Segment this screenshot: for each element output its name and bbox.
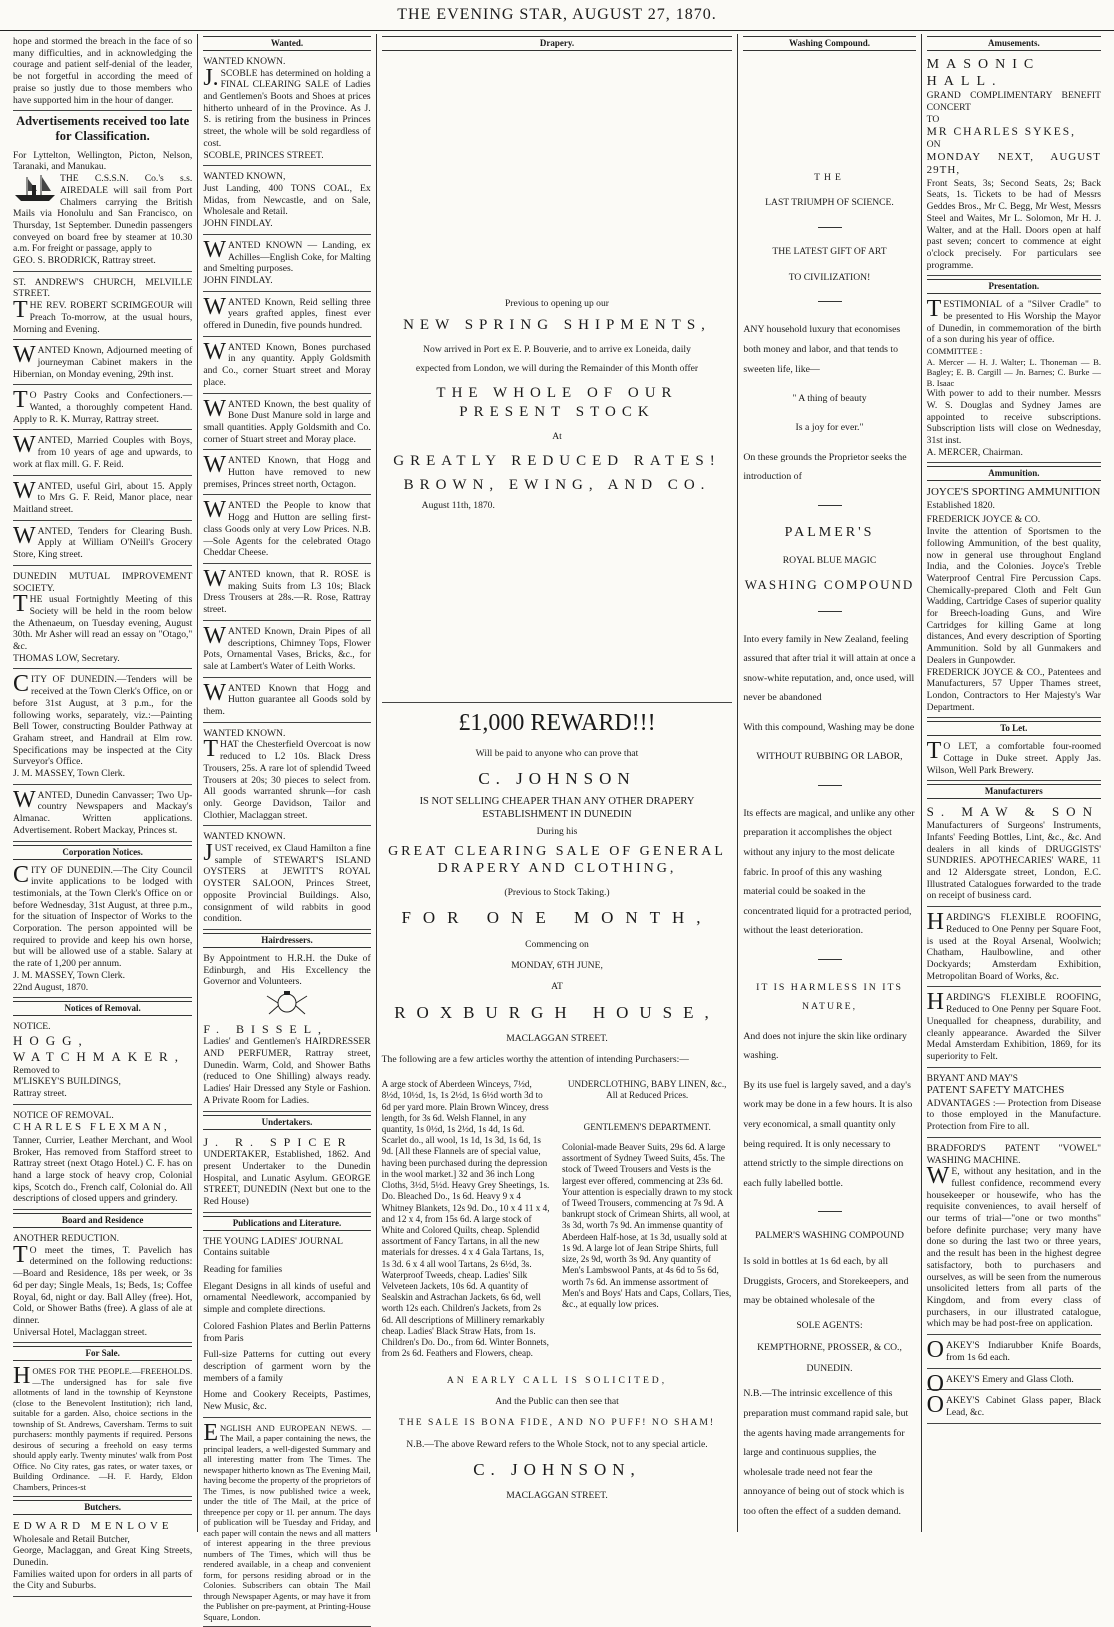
ad-body: Just Landing, 400 TONS COAL, Ex Midas, from Newcastle, and on Sale, Wholesale and Retail.: [203, 183, 371, 218]
ad-heading: ANOTHER REDUCTION.: [13, 1233, 120, 1245]
section-heading: For Sale.: [13, 1346, 192, 1361]
ad-line: Reading for families: [203, 1264, 283, 1276]
ad-heading: PALMER'S: [784, 524, 875, 540]
ad-menlove: [13, 1518, 192, 1597]
ad-city-inspector: [13, 863, 192, 999]
ad-line: IS NOT SELLING CHEAPER THAN ANY OTHER DRAPERY ESTABLISHMENT IN DUNEDIN: [419, 796, 695, 820]
ad-line: MACLAGGAN STREET.: [506, 1032, 608, 1044]
ad-body: WANTED Known, Bones purchased in any quantity. Apply Goldsmith and Co., corner Stuart street and Moray place.: [203, 338, 371, 388]
ad-line: ROYAL BLUE MAGIC: [782, 555, 877, 566]
spacer: [382, 512, 733, 703]
ad-name: J. R. SPICER: [203, 1134, 353, 1149]
ad-bryant-may: [927, 1071, 1101, 1138]
ad-bissel: [203, 951, 370, 1112]
divider: [818, 785, 842, 786]
ad-signature: GEO. S. BRODRICK, Rattray street.: [13, 255, 156, 267]
ad-bonedust: [203, 397, 370, 451]
ad-signature: C. JOHNSON,: [473, 1459, 641, 1479]
divider: [818, 1211, 842, 1212]
ad-line: " A thing of beauty: [792, 392, 867, 404]
ad-signature: BROWN, EWING, AND CO.: [403, 477, 711, 494]
ad-body: THE usual Fortnightly Meeting of this Society will be held in the room below the Athenaeum, on Tuesday evening, August 30th. Mr Asher will read an essay on "Otago," &c.: [13, 591, 193, 653]
article-excerpt: [13, 34, 192, 111]
ad-line: DUNEDIN.: [806, 1363, 853, 1375]
ad-body: WANTED Known, Adjourned meeting of journeyman Cabinet makers in the Hibernian, on Monday evening, 29th inst.: [13, 342, 193, 380]
ad-scoble: [203, 54, 370, 166]
ad-heading: BRYANT AND MAY'S: [926, 1072, 1018, 1084]
ad-spicer: [203, 1133, 370, 1213]
ad-oakey-2: [926, 1370, 1101, 1397]
ad-line: Colored Fashion Plates and Berlin Patterns from Paris: [203, 1320, 371, 1344]
ad-johnson: [382, 709, 733, 1502]
ad-line: A. Mercer — H. J. Walter; L. Thoneman — B. Bagley; E. B. Cargill — Jn. Barnes; C. Burke — B. Isaac: [926, 356, 1101, 388]
ad-signature: J. M. MASSEY, Town Clerk.: [13, 969, 125, 981]
ad-body: JUST received, ex Claud Hamilton a fine sample of STEWART'S ISLAND OYSTERS at JEWITT'S ROYAL OYSTER SALOON, Princes Street, opposite Provincial Buildings. Also, consignment of wild rabbits in good condition.: [203, 840, 371, 925]
ad-body: WANTED, Tenders for Clearing Bush. Apply at William O'Neill's Grocery Store, King street.: [13, 522, 193, 561]
ad-body: TO meet the times, T. Pavelich has determined on the following reductions:—Board and Residence, 18s per week, or 3s 6d per day; Single Meals, 1s; Beds, 1s; Coffee Royal, 6d, night or day. Ball Alley (free). Hot, Cold, or Shower Baths (free). A glass of ale at dinner.: [13, 1241, 193, 1326]
ad-line: THE SALE IS BONA FIDE, AND NO PUFF! NO SHAM!: [398, 1417, 716, 1429]
section-heading: Corporation Notices.: [13, 845, 192, 860]
ad-brown-ewing: [382, 298, 733, 512]
ad-body: WANTED, Married Couples with Boys, from 10 years of age and upwards, to work at flax mill. G. F. Reid.: [13, 432, 193, 470]
ad-body: Is sold in bottles at 1s 6d each, by all Druggists, Grocers, and Storekeepers, and may be obtained wholesale of the: [743, 1255, 909, 1307]
section-heading: Undertakers.: [203, 1115, 370, 1130]
section-heading: Butchers.: [13, 1500, 192, 1515]
ad-heading: DUNEDIN MUTUAL IMPROVEMENT SOCIETY.: [13, 570, 193, 594]
ad-heading: WANTED KNOWN.: [203, 55, 286, 67]
column-2: [198, 34, 375, 1622]
ad-line: PALMER'S WASHING COMPOUND: [755, 1230, 904, 1242]
ad-heading: NOTICE OF REMOVAL.: [13, 1109, 114, 1121]
ad-name: MR CHARLES SYKES,: [926, 126, 1077, 139]
ad-signature: THOMAS LOW, Secretary.: [13, 652, 120, 664]
ad-signature: Universal Hotel, Maclaggan street.: [13, 1326, 147, 1338]
price-list-right: [562, 1070, 732, 1369]
ad-heading: For Lyttelton, Wellington, Picton, Nelson, Taranaki, and Manukau.: [13, 149, 193, 173]
ad-line: And the Public can then see that: [495, 1396, 619, 1408]
ad-body: Front Seats, 3s; Second Seats, 2s; Back Seats, 1s. Tickets to be had of Messrs Geddes Bros., Mr C. Begg, Mr West, Messrs Steel and Waites, Mr L. Solomon, Mr H. J. Walter, and at the Hall. Doors open at half past seven; concert to commence at eight o'clock precisely. For particulars see programme.: [926, 177, 1101, 271]
ad-line: TO CIVILIZATION!: [788, 271, 871, 283]
ad-line: COMMITTEE :: [926, 346, 983, 357]
ad-line: LAST TRIUMPH OF SCIENCE.: [765, 197, 894, 209]
ad-signature: JOHN FINDLAY.: [203, 274, 273, 286]
ad-church: [13, 275, 192, 341]
divider: [818, 505, 842, 506]
ad-heading: THE YOUNG LADIES' JOURNAL: [203, 1235, 343, 1247]
ad-canvasser: [13, 788, 192, 842]
ad-body: Colonial-made Beaver Suits, 29s 6d. A large assortment of Sydney Tweed Suits, 45s. The stock of Tweed Trousers and Vests is the largest ever offered, commencing at 23s 6d. Your attention is especially drawn to my stock of Tweed Trousers, commencing at 7s 9d. A bankrupt stock of Crimean Shirts, all wool, at 3s 3d, worth 7s 9d. An immense quantity of Aberdeen Half-hose, at 1s 3d, usually sold at 1s 9d. A large lot of Jean Stripe Shirts, full size, 2s 9d, worth 3s 9d. Any quantity of Men's Lambswool Pants, at 4s 6d to 5s 6d, worth 7s 6d. An immense assortment of Men's and Boys' Hats and Caps, Collars, Ties, &c., at equally low prices.: [562, 1141, 733, 1309]
royal-arms-icon: [257, 988, 317, 1018]
ad-line: MACLAGGAN STREET.: [506, 1490, 608, 1502]
ad-line: Established 1820.: [926, 499, 995, 511]
ad-chesterfield: [203, 726, 370, 827]
ad-coke: [203, 238, 370, 292]
ad-heading: WASHING COMPOUND: [744, 576, 915, 592]
ad-heading: KEMPTHORNE, PROSSER, & CO.,: [757, 1341, 902, 1353]
ad-line: Full-size Patterns for cutting out every description of garment worn by the members of a family: [203, 1349, 371, 1384]
ad-heading: ROXBURGH HOUSE,: [394, 1002, 720, 1022]
divider: [818, 959, 842, 960]
ad-rose: [203, 567, 370, 621]
ad-heading: UNDERCLOTHING, BABY LINEN, &c., All at Reduced Prices.: [567, 1079, 727, 1101]
ad-to-let: [927, 739, 1101, 781]
column-1: [8, 34, 197, 1592]
ad-couples: [13, 433, 192, 475]
ad-line: AN EARLY CALL IS SOLICITED,: [446, 1374, 668, 1386]
ad-heading: WANTED KNOWN,: [203, 171, 286, 183]
ad-name: FREDERICK JOYCE & CO.: [926, 514, 1041, 526]
ad-girl: [13, 479, 192, 521]
ad-body: OAKEY'S Indiarubber Knife Boards, from 1s 6d each.: [926, 1337, 1101, 1364]
ad-name: S. MAW & SON: [926, 804, 1099, 820]
ad-oakey-1: [927, 1338, 1101, 1368]
ad-line: George, Maclaggan, and Great King Streets, Dunedin.: [13, 1545, 193, 1568]
ad-line: N.B.—The above Reward refers to the Whole Stock, not to any special article.: [406, 1438, 708, 1450]
ad-body: WANTED, useful Girl, about 15. Apply to Mrs G. F. Reid, Manor place, near Maitland street.: [13, 477, 193, 515]
section-heading: Hairdressers.: [203, 933, 370, 948]
ad-flexman: [13, 1108, 192, 1210]
price-list-left: [382, 1070, 552, 1369]
ad-body: OAKEY'S Cabinet Glass paper, Black Lead, &c.: [926, 1392, 1101, 1419]
ad-heading: WANTED KNOWN.: [203, 831, 286, 843]
ad-heading: ST. ANDREW'S CHURCH, MELVILLE STREET.: [13, 276, 193, 300]
ad-masonic-hall: [927, 54, 1101, 276]
divider: [818, 611, 842, 612]
section-heading: Notices of Removal.: [13, 1001, 192, 1016]
ad-testimonial: [927, 297, 1101, 463]
ad-body: TESTIMONIAL of a "Silver Cradle" to be presented to His Worship the Mayor of Dunedin, in commemoration of the birth of a son during his year of office.: [926, 296, 1101, 346]
ad-line: THE LATEST GIFT OF ART: [772, 245, 887, 257]
ad-line: GRAND COMPLIMENTARY BENEFIT CONCERT: [926, 90, 1101, 113]
ad-signature: JOHN FINDLAY.: [203, 218, 273, 230]
ad-homes: [13, 1364, 192, 1497]
ad-line: M'LISKEY'S BUILDINGS,: [13, 1076, 121, 1088]
ad-apples: [203, 295, 370, 337]
ad-line: At: [552, 430, 562, 442]
column-5: [922, 34, 1106, 1532]
ad-body: WANTED Known, Reid selling three years grafted apples, finest ever offered in Dunedin, five pounds hundred.: [203, 293, 371, 332]
ad-line: THE: [814, 171, 845, 183]
ad-body: HARDING'S FLEXIBLE ROOFING, Reduced to One Penny per Square Foot, is used at the Royal Arsenal, Woolwich; Chatham, Haulbowline, and other Dockyards; Amsterdam Exhibition, Metropolitan Board of Works, &c.: [926, 909, 1101, 982]
ad-heading: BRADFORD'S PATENT "VOWEL" WASHING MACHINE.: [926, 1142, 1101, 1166]
section-heading: Ammunition.: [927, 466, 1101, 481]
section-heading: Board and Residence: [13, 1213, 192, 1228]
ad-heading: GREATLY REDUCED RATES!: [393, 452, 721, 469]
ad-body: OAKEY'S Emery and Glass Cloth.: [926, 1370, 1074, 1397]
ad-line: IT IS HARMLESS IN ITS NATURE,: [756, 981, 903, 1013]
ad-joyce: [927, 484, 1101, 718]
ad-body: Ladies' and Gentlemen's HAIRDRESSER AND PERFUMER, Rattray street, Dunedin. Warm, Cold, and Shower Baths (reduced to One Shilling) always ready. Ladies' Hair Dressed any Style or Fashion. A Private Room for Ladies.: [203, 1036, 371, 1106]
ad-heading: NEW SPRING SHIPMENTS,: [403, 316, 711, 333]
ad-body: Into every family in New Zealand, feeling assured that after trial it will attain at once a snow-white reputation, and, once used, will never be abandoned: [743, 633, 916, 704]
ad-name: EDWARD MENLOVE: [13, 1520, 173, 1533]
ad-body: ADVANTAGES :— Protection from Disease to those employed in the Manufacture. Protection from Fire to all.: [926, 1097, 1101, 1133]
ad-body: CITY OF DUNEDIN.—Tenders will be received at the Town Clerk's Office, on or before 31st August, at 3 p.m., for the following works, separately, viz.:—Painting Bell Tower, constructing Boulder Pathway at Graham street, and Handrail at Elm row. Specifications may be inspected at the City Surveyor's Office.: [13, 671, 193, 768]
ad-coal: [203, 169, 370, 235]
ad-city-tenders: [13, 672, 192, 784]
ad-line: MONDAY, 6TH JUNE,: [511, 959, 603, 971]
ad-line: Contains suitable: [203, 1247, 270, 1259]
ad-heading: JOYCE'S SPORTING AMMUNITION: [926, 486, 1101, 499]
ad-line: Home and Cookery Receipts, Pastimes, New Music, &c.: [203, 1389, 371, 1413]
ad-society: [13, 569, 192, 670]
ad-line: Will be paid to anyone who can prove that: [475, 747, 639, 759]
ad-board: [13, 1231, 192, 1343]
ad-body: WANTED Known, Drain Pipes of all descriptions, Chimney Tops, Flower Pots, Ornamental Vases, Bricks, &c., for sale at Lambert's Water of Leith Works.: [203, 622, 371, 672]
ad-heading: PATENT SAFETY MATCHES: [926, 1084, 1065, 1097]
ad-body: WANTED Known that Hogg and Hutton guarantee all Goods sold by them.: [203, 679, 371, 718]
ship-icon: [13, 173, 57, 203]
ad-hogg-hutton-3: [203, 681, 370, 723]
ad-signature: SCOBLE, PRINCES STREET.: [203, 149, 324, 161]
ad-line: SOLE AGENTS:: [796, 1320, 863, 1332]
ad-line: (Previous to Stock Taking.): [504, 887, 610, 899]
section-heading: To Let.: [927, 721, 1101, 736]
ad-body: WANTED Known, the best quality of Bone Dust Manure sold in large and small quantities. Apply Goldsmith and Co. corner of Stuart street and Moray place.: [203, 395, 371, 445]
ad-body: J.SCOBLE has determined on holding a FINAL CLEARING SALE of Ladies and Gentlemen's Boots and Shoes at prices hitherto unheard of in the Province. As J. S. is retiring from the business in Princes street, the whole will be sold regardless of cost.: [203, 64, 371, 149]
column-3: [377, 34, 738, 1532]
article-text: hope and stormed the breach in the face of so many difficulties, and in acknowledging the courage and patient self-denial of the leader, be not forgetful in according the meed of praise so justly due to those members who have supported him in the hour of danger.: [13, 36, 193, 106]
ad-body: ANY household luxury that economises both money and labor, and that tends to sweeten life, like—: [743, 324, 901, 375]
ad-body: With power to add to their number. Messrs W. S. Douglas and Sydney James are appointed to receive subscriptions. Subscription lists will close on Wednesday, 31st inst.: [926, 388, 1101, 446]
ad-harding-2: [927, 990, 1101, 1067]
ad-body: WANTED, Dunedin Canvasser; Two Up-country Newspapers and Mackay's Almanac. Written applications. Advertisement. Robert Mackay, Princes st.: [13, 786, 193, 836]
column-4: [738, 34, 920, 1532]
ad-body: TO Pastry Cooks and Confectioners.—Wanted, a thoroughly competent Hand. Apply to R. K. Murray, Rattray street.: [13, 387, 193, 425]
ad-line: By Appointment to H.R.H. the Duke of Edinburgh, and His Excellency the Governor and Volunteers.: [203, 952, 371, 988]
ad-line: WITHOUT RUBBING OR LABOR,: [756, 751, 903, 763]
ad-heading: GREAT CLEARING SALE OF GENERAL DRAPERY AND CLOTHING,: [388, 844, 726, 877]
section-heading: Manufacturers: [927, 784, 1101, 799]
ad-drain: [203, 624, 370, 678]
ad-heading: FOR ONE MONTH,: [401, 908, 713, 928]
ad-body: N.B.—The intrinsic excellence of this preparation must command rapid sale, but the agents having made arrangements for large and continuous supplies, the wholesale trade need not fear the annoyance of being out of stock which is too often the effect of a sudden demand.: [743, 1388, 909, 1517]
ad-name: C. JOHNSON: [478, 769, 636, 789]
ad-css-shipping: [13, 148, 192, 272]
ad-line: During his: [536, 825, 578, 837]
ad-bradford: [927, 1141, 1101, 1335]
newspaper-page: [8, 34, 1106, 1622]
ad-body: THAT the Chesterfield Overcoat is now reduced to L2 10s. Black Dress Trousers, 25s. A rare lot of splendid Tweed Trousers at 20s; 30 pieces to select from. All goods warranted shrunk—for cash only. George Davidson, Tailor and Clothier, Maclaggan street.: [203, 736, 371, 821]
ad-body: THE C.S.S.N. Co.'s s.s. AIREDALE will sail from Port Chalmers carrying the British Mails via Honolulu and San Francisco, on Thursday, 1st September. Dunedin passengers conveyed on board free by steamer at 10.30 a.m. For freight or passage, apply to: [13, 173, 193, 255]
price-list: [382, 1070, 733, 1369]
ad-line: MONDAY NEXT, AUGUST 29TH,: [926, 150, 1101, 177]
spacer: [743, 54, 915, 162]
ad-line: TO: [926, 113, 940, 125]
ad-line: Is a joy for ever.": [795, 422, 864, 434]
ad-hogg-hutton-1: [203, 453, 370, 495]
ad-body: ENGLISH AND EUROPEAN NEWS. —The Mail, a paper containing the news, the principal leaders, a well-digested Summary and all interesting matter from The Times. The newspaper hitherto known as The Evening Mail, having become the property of the proprietors of The Times, is now published twice a week, under the title of The Mail, at the price of threepence per copy or 1l. per annum. The days of publication will be Tuesday and Friday, and each paper will contain the news and all matters of interest appearing in the three previous numbers of The Times, which will thus be rendered available, in a cheap and convenient form, for persons residing abroad or in the Colonies. Subscribers can obtain The Mail through Newspaper Agents, or may have it from the Publisher on pre-payment, at Printing-House Square, London.: [203, 1419, 371, 1622]
ad-signature: A. MERCER, Chairman.: [926, 446, 1023, 458]
section-heading: Presentation.: [927, 279, 1101, 294]
ad-pastry: [13, 388, 192, 430]
section-heading: Publications and Literature.: [203, 1216, 370, 1231]
ad-heading: NOTICE.: [13, 1021, 51, 1033]
ad-body: TO LET, a comfortable four-roomed Cottage in Duke street. Apply Jas. Wilson, Well Park Brewery.: [926, 738, 1101, 776]
ad-line: The following are a few articles worthy the attention of intending Purchasers:—: [381, 1054, 689, 1066]
ad-line: Families waited upon for orders in all parts of the City and Suburbs.: [13, 1568, 193, 1592]
ad-heading: WANTED KNOWN.: [203, 727, 286, 739]
ad-body: By its use fuel is largely saved, and a day's work may be done in a few hours. It is also very economical, a small quantity only being required. It is only necessary to attend strictly to the simple directions on each fully labelled bottle.: [743, 1079, 913, 1189]
divider: [818, 301, 842, 302]
ad-line: Previous to opening up our: [505, 297, 609, 309]
ad-body: And does not injure the skin like ordinary washing.: [743, 1030, 907, 1062]
ad-name: F. BISSEL,: [203, 1021, 329, 1036]
ad-line: Elegant Designs in all kinds of useful and ornamental Needlework, accompanied by simple and complete directions.: [203, 1280, 371, 1316]
ad-name: CHARLES FLEXMAN,: [13, 1121, 170, 1134]
ad-signature: FREDERICK JOYCE & CO., Patentees and Manufacturers, 57 Upper Thames street, London, Contractors to Her Majesty's War Department.: [926, 666, 1101, 713]
ad-hogg-hutton-2: [203, 498, 370, 564]
ad-hogg-watchmaker: [13, 1019, 192, 1105]
ad-body: Manufacturers of Surgeons' Instruments, Infants' Feeding Bottles, Lint, &c., &c. And dealers in all kinds of DRUGGISTS' SUNDRIES. APOTHECARIES' WARE, 11 and 12 Aldersgate street, London, E.C. Illustrated Catalogues forwarded to the trade on receipt of business card.: [926, 820, 1101, 902]
ad-signature: J. M. MASSEY, Town Clerk.: [13, 768, 125, 780]
section-heading: Drapery.: [382, 36, 733, 51]
section-heading: Wanted.: [203, 36, 370, 51]
ad-body: With this compound, Washing may be done: [743, 721, 915, 733]
ad-body: THE REV. ROBERT SCRIMGEOUR will Preach To-morrow, at the usual hours, Morning and Evening.: [13, 297, 193, 335]
ad-line: Wholesale and Retail Butcher,: [13, 1533, 130, 1545]
ad-heading: GENTLEMEN'S DEPARTMENT.: [583, 1121, 711, 1132]
ad-body: WANTED KNOWN — Landing, ex Achilles—English Coke, for Malting and Smelting purposes.: [203, 236, 371, 275]
ad-body: A arge stock of Aberdeen Winceys, 7½d, 8½d, 10½d, 1s, 1s 2½d, 1s 6½d worth 3d to 6d per yard more. Plain Brown Wincey, dress length, for 3s 6d. Welsh Flannel, in any quantity, 1s 0½d, 1s 2½d, 1s 4d, 1s 6d. Scarlet do., all wool, 1s 1d, 1s 3d, 1s 6d, 1s 9d. [All these Flannels are of special value, having been purchased during the depression in the wool market.] 32 and 36 inch Long Cloths, 3½d, 5½d. Heavy Grey Sheetings, 1s. Do. Bleached Do., 1s 6d. Heavy 9 x 4 Whitney Blankets, 12s 9d. Do., 10 x 4 11 x 4, and 12 x 4, from 15s 6d. A large stock of White and Colored Quilts, cheap. Splendid assortment of Fancy Tartans, in all the new materials for dresses. 4 x 4 Gala Tartans, 1s, 1s 3d. 6 x 4 all wool Tartans, 2s 6½d, 3s. Waterproof Tweeds, cheap. Ladies' Silk Velveteen Jackets, 10s 6d. A quantity of Sealskin and Astrachan Jackets, 6s 6d, well worth 12s each. Children's Jackets, from 2s 6d. All descriptions of Millinery remarkably cheap. Ladies' Black Straw Hats, from 1s. Children's Do. Do., from 6d. Winter Bonnets, from 2s 6d. Feathers and Flowers, cheap.: [381, 1079, 550, 1359]
ad-heading: THE WHOLE OF OUR PRESENT STOCK: [436, 385, 678, 420]
ad-line: Removed to: [13, 1064, 60, 1076]
ad-body: WE, without any hesitation, and in the fullest confidence, recommend every housekeeper or housewife, who has the requisite conveniences, to avail herself of our terms of trial—"one or two months" before definite purchase; very many have done so during the last two or three years, and the result has been in the highest degree satisfactory, both to purchasers and ourselves, as will be seen from the numerous unsolicited letters from all parts of the Kingdom, and from every class of purchasers, in our illustrated catalogue, which may be had post-free on application.: [926, 1163, 1101, 1330]
ad-oysters: [203, 829, 370, 930]
ad-oakey-3: [927, 1393, 1101, 1423]
ad-ladies-journal: [203, 1234, 370, 1418]
reward-heading: £1,000 REWARD!!!: [458, 710, 656, 737]
ad-line: AT: [551, 981, 563, 993]
ad-body: HARDING'S FLEXIBLE ROOFING, Reduced to One Penny per Square Foot. Unequalled for cheapness, durability, and cleanly appearance. Awarded the Silver Medal Amsterdam Exhibition, 1869, for its superiority to Felt.: [926, 989, 1101, 1062]
spacer: [382, 54, 733, 294]
ad-body: Now arrived in Port ex E. P. Bouverie, and to arrive ex Loneida, daily expected from London, we will during the Remainder of this Month offer: [415, 343, 699, 375]
ad-body: WANTED Known, that Hogg and Hutton have removed to new premises, Princes street north, Octagon.: [203, 452, 371, 490]
ad-line: Rattray street.: [13, 1088, 67, 1100]
ad-bones: [203, 340, 370, 394]
ad-body: WANTED the People to know that Hogg and Hutton are selling first-class Goods only at very Low Prices. N.B. —Sole Agents for the celebrated Otago Cheddar Cheese.: [203, 497, 371, 559]
ad-body: Its effects are magical, and unlike any other preparation it accomplishes the object without any injury to the most delicate fabric. In proof of this any washing material could be soaked in the concentrated liquid for a protracted period, without the least deterioration.: [743, 807, 915, 937]
ad-body: HOMES FOR THE PEOPLE.—FREEHOLDS.—The undersigned has for sale five allotments of land in the township of Keynstone (close to the Benevolent Institution); rich land, suitable for a garden. Also, choice sections in the township of St. Andrews, Caversham. Terms to suit purchasers: monthly payments if required. Persons desirous of securing a freehold on easy terms should apply early. Twenty minutes' walk from Post Office. No City rates, gas rates, or water taxes, or Building Ordinance. —H. F. Hardy, Eldon Chambers, Princes-st: [13, 1363, 193, 1492]
masthead: THE EVENING STAR, AUGUST 27, 1870.: [0, 0, 1114, 31]
ad-body: On these grounds the Proprietor seeks the introduction of: [743, 451, 907, 483]
ad-maw-son: [927, 802, 1101, 907]
ad-harding-1: [927, 910, 1101, 987]
ad-body: CITY OF DUNEDIN.—The City Council invite applications to be lodged with testimonials, at the Town Clerk's Office on or before Wednesday, 31st August, at three p.m., for the situation of Inspector of Works to the Corporation. The person appointed will be required to provide and keep his own horse, but will be allowed use of a stable. Salary at the rate of 1,200 per annum.: [13, 861, 193, 970]
ad-line: ON: [926, 139, 941, 151]
ad-date: 22nd August, 1870.: [13, 981, 89, 993]
section-heading: Amusements.: [927, 36, 1101, 51]
ad-body: Tanner, Currier, Leather Merchant, and Wool Broker, Has removed from Stafford street to Rattray street (next Otago Hotel.) C. F. has on hand a large stock of heavy crop, Colonial kips, Scotch do., French calf, Colonial do. All descriptions of closed uppers and grindery.: [13, 1134, 193, 1205]
divider: [818, 227, 842, 228]
section-heading: Washing Compound.: [743, 36, 915, 51]
ad-date: August 11th, 1870.: [421, 500, 495, 512]
ad-body: Invite the attention of Sportsmen to the following Ammunition, of the best quality, now in general use throughout England India, and the Colonies. Joyce's Treble Waterproof Central Fire Percussion Caps. Chemically-prepared Cloth and Felt Gun Wadding, Cartridge Cases of superior quality for Breech-loading Guns, and Wire Cartridges for killing Game at long distances, And every description of Sporting Ammunition. Sold by all Gunmakers and Dealers in Gunpowder.: [926, 526, 1101, 666]
ad-european-news: [203, 1421, 370, 1627]
ad-name: HOGG, WATCHMAKER,: [13, 1032, 185, 1064]
ad-heading: MASONIC HALL.: [926, 56, 1041, 90]
ad-body: WANTED known, that R. ROSE is making Suits from L3 10s; Black Dress Trousers at 28s.—R. Rose, Rattray street.: [203, 565, 371, 616]
ad-line: Commencing on: [525, 938, 589, 950]
ad-tenders: [13, 524, 192, 566]
ad-wanted-cabinet: [13, 343, 192, 385]
ad-body: UNDERTAKER, Established, 1862. And present Undertaker to the Dunedin Hospital, and Lunatic Asylum. GEORGE STREET, DUNEDIN (Next but one to the Red House): [203, 1149, 371, 1207]
late-ads-heading: Advertisements received too late for Classification.: [16, 114, 190, 144]
